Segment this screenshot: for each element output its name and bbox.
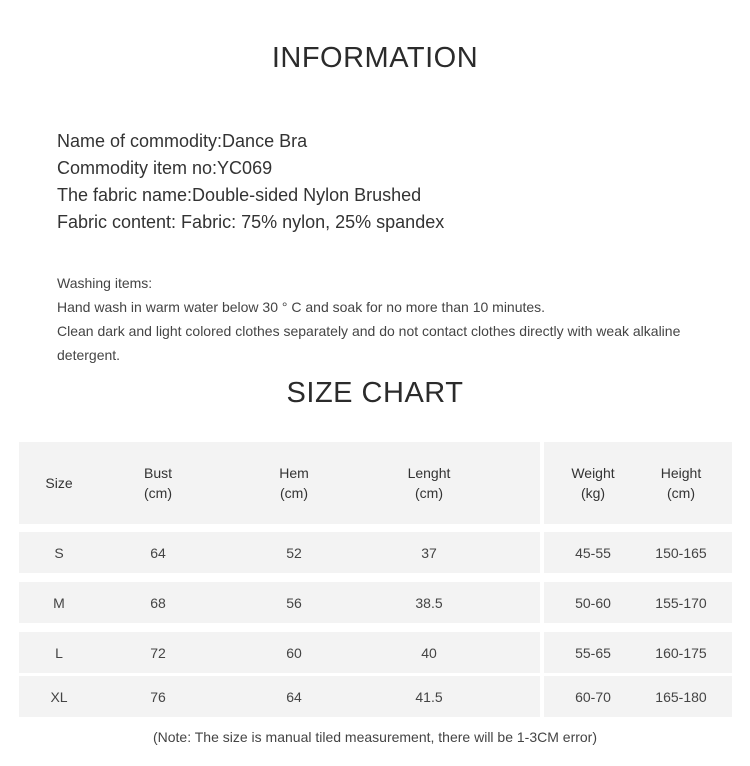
table-header-row bbox=[19, 442, 732, 524]
column-divider bbox=[540, 532, 544, 573]
header-hem-label: Hem bbox=[279, 465, 309, 481]
cell-size: M bbox=[53, 594, 65, 611]
cell-height: 160-175 bbox=[655, 644, 707, 661]
table-row bbox=[19, 632, 732, 673]
header-hem-unit: (cm) bbox=[280, 485, 308, 501]
column-divider bbox=[540, 632, 544, 673]
header-weight-unit: (kg) bbox=[580, 485, 606, 501]
header-size bbox=[19, 442, 99, 524]
header-height-unit: (cm) bbox=[667, 485, 695, 501]
table-row bbox=[19, 532, 732, 573]
column-divider bbox=[540, 442, 544, 524]
information-title: INFORMATION bbox=[271, 42, 479, 74]
cell-bust: 76 bbox=[150, 688, 166, 705]
cell-length: 40 bbox=[421, 644, 437, 661]
fabric-content: Fabric content: Fabric: 75% nylon, 25% spandex bbox=[57, 212, 445, 232]
header-height bbox=[641, 442, 721, 524]
header-weight bbox=[553, 442, 633, 524]
cell-size: S bbox=[54, 544, 64, 561]
table-row bbox=[19, 582, 732, 623]
cell-length: 41.5 bbox=[415, 688, 443, 705]
washing-instructions bbox=[57, 271, 717, 367]
header-size-label: Size bbox=[45, 475, 73, 491]
cell-length: 37 bbox=[421, 544, 437, 561]
table-row bbox=[19, 676, 732, 717]
header-hem bbox=[254, 442, 334, 524]
column-divider bbox=[540, 582, 544, 623]
header-bust-unit: (cm) bbox=[144, 485, 172, 501]
washing-heading: Washing items: bbox=[57, 275, 153, 291]
header-bust-label: Bust bbox=[143, 465, 172, 481]
header-length-unit: (cm) bbox=[415, 485, 443, 501]
cell-bust: 64 bbox=[150, 544, 166, 561]
cell-hem: 52 bbox=[286, 544, 302, 561]
cell-size: L bbox=[55, 644, 63, 661]
header-bust bbox=[118, 442, 198, 524]
cell-weight: 45-55 bbox=[575, 544, 611, 561]
cell-height: 165-180 bbox=[655, 688, 707, 705]
header-height-label: Height bbox=[660, 465, 702, 481]
cell-weight: 60-70 bbox=[575, 688, 611, 705]
fabric-name: The fabric name:Double-sided Nylon Brushed bbox=[57, 185, 422, 205]
size-chart-title: SIZE CHART bbox=[286, 377, 464, 409]
cell-size: XL bbox=[50, 688, 68, 705]
cell-hem: 64 bbox=[286, 688, 302, 705]
cell-height: 150-165 bbox=[655, 544, 707, 561]
washing-line-2: Clean dark and light colored clothes separately and do not contact clothes directly with weak alkaline detergent. bbox=[57, 323, 681, 363]
column-divider bbox=[540, 676, 544, 717]
cell-bust: 72 bbox=[150, 644, 166, 661]
size-note: (Note: The size is manual tiled measurement, there will be 1-3CM error) bbox=[152, 729, 598, 745]
header-length-label: Lenght bbox=[407, 465, 451, 481]
cell-hem: 60 bbox=[286, 644, 302, 661]
commodity-item-no: Commodity item no:YC069 bbox=[57, 158, 273, 178]
cell-weight: 50-60 bbox=[575, 594, 611, 611]
cell-bust: 68 bbox=[150, 594, 166, 611]
product-info bbox=[57, 128, 444, 236]
commodity-name: Name of commodity:Dance Bra bbox=[57, 131, 308, 151]
header-weight-label: Weight bbox=[571, 465, 615, 481]
washing-line-1: Hand wash in warm water below 30 ° C and soak for no more than 10 minutes. bbox=[57, 299, 546, 315]
cell-length: 38.5 bbox=[415, 594, 443, 611]
cell-height: 155-170 bbox=[655, 594, 707, 611]
cell-weight: 55-65 bbox=[575, 644, 611, 661]
cell-hem: 56 bbox=[286, 594, 302, 611]
header-length bbox=[389, 442, 469, 524]
